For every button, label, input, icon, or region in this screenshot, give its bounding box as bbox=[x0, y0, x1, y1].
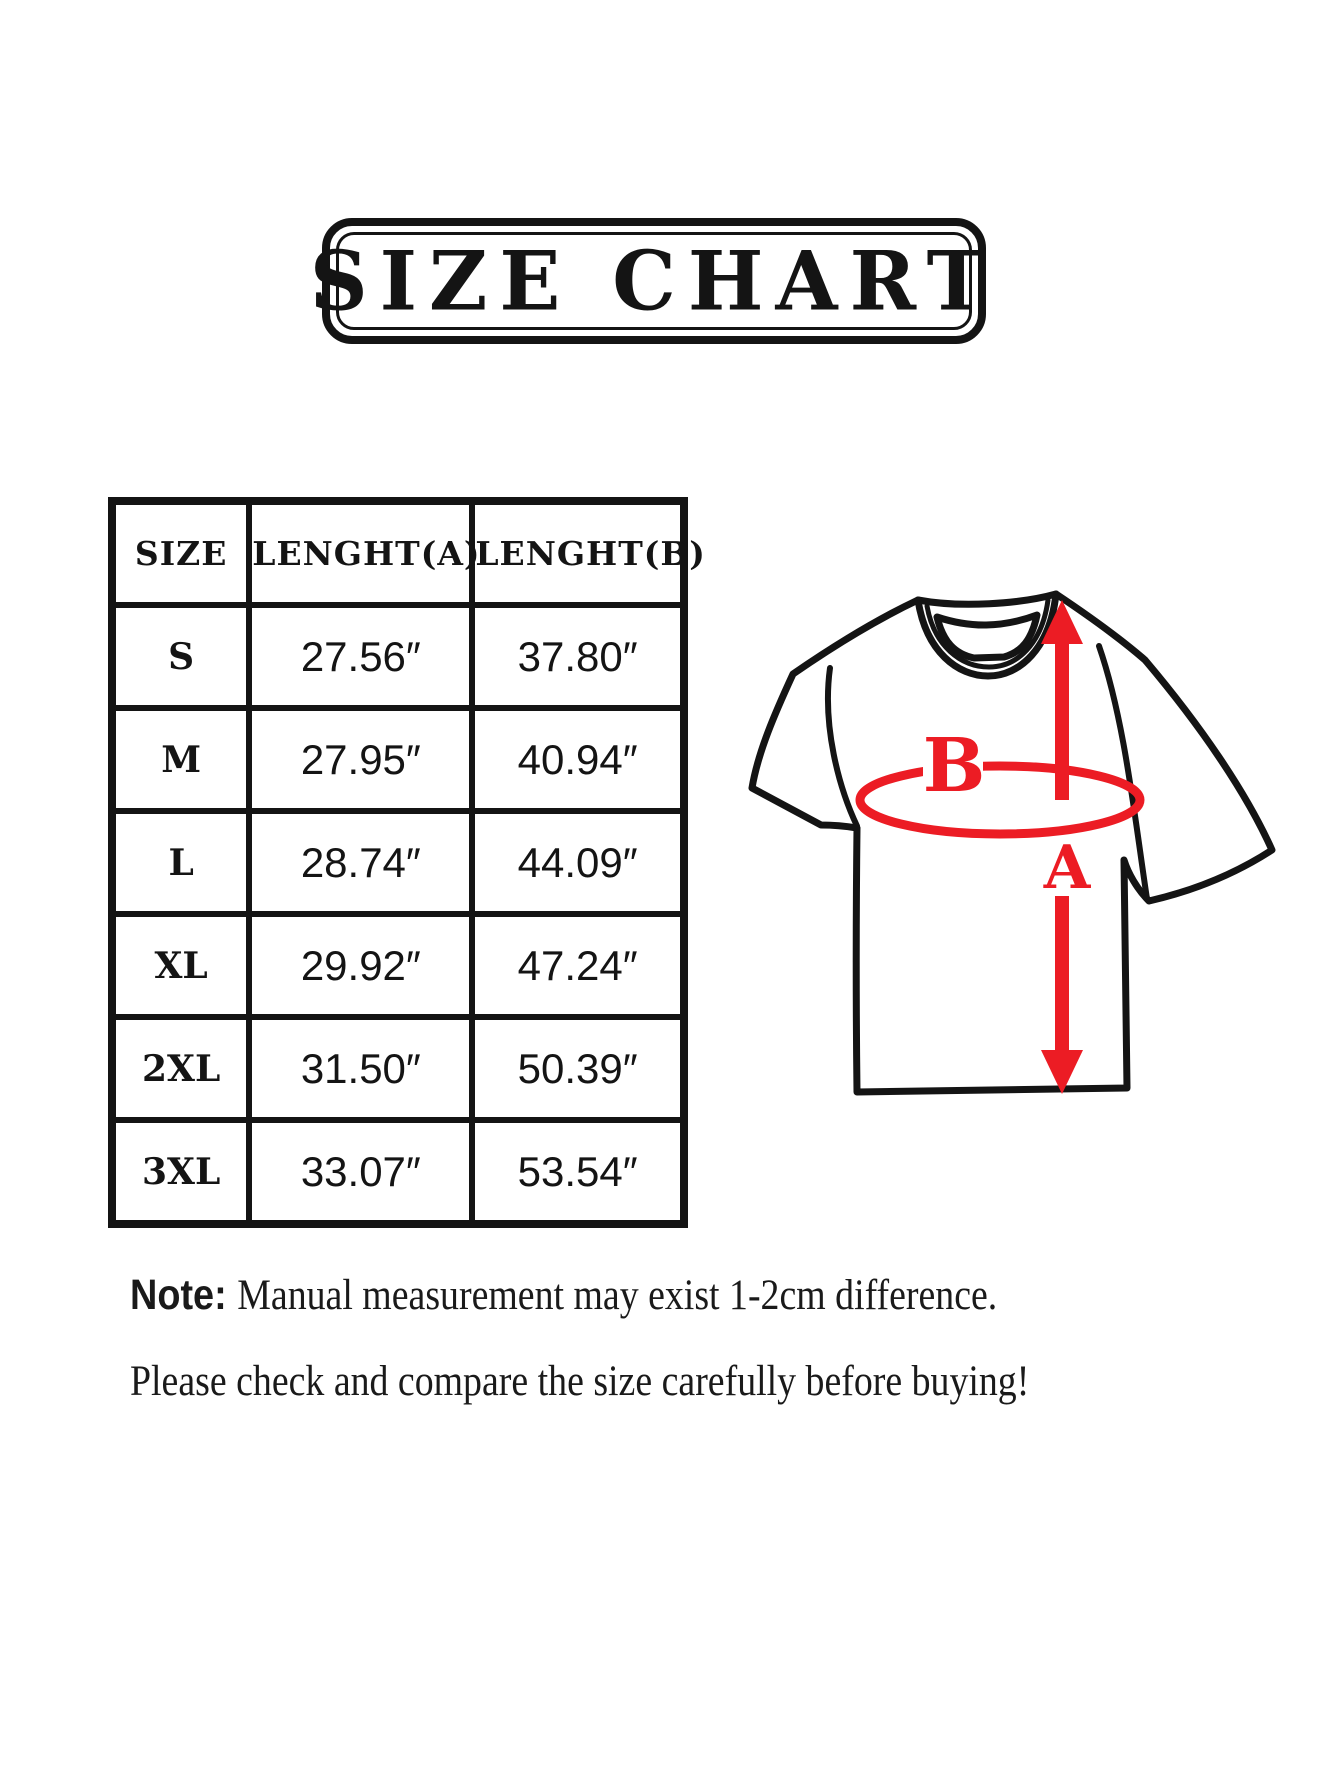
length-b-cell: 37.80″ bbox=[472, 605, 684, 708]
note-prefix: Note: bbox=[130, 1271, 227, 1319]
length-a-cell: 31.50″ bbox=[249, 1017, 472, 1120]
tshirt-measurement-diagram bbox=[640, 520, 1290, 1120]
length-a-cell: 27.56″ bbox=[249, 605, 472, 708]
arrow-upper-shaft bbox=[1055, 642, 1069, 800]
size-cell: S bbox=[112, 605, 249, 708]
header-length-a: LENGHT(A) bbox=[249, 501, 472, 605]
arrow-lower-shaft bbox=[1055, 896, 1069, 1052]
length-b-cell: 40.94″ bbox=[472, 708, 684, 811]
length-a-cell: 33.07″ bbox=[249, 1120, 472, 1224]
length-b-cell: 50.39″ bbox=[472, 1017, 684, 1120]
label-a: A bbox=[1043, 833, 1091, 903]
size-cell: 2XL bbox=[112, 1017, 249, 1120]
header-length-b: LENGHT(B) bbox=[472, 501, 684, 605]
length-b-cell: 53.54″ bbox=[472, 1120, 684, 1224]
length-a-cell: 27.95″ bbox=[249, 708, 472, 811]
label-b: B bbox=[922, 723, 986, 809]
title-box bbox=[309, 218, 999, 344]
table-row bbox=[112, 1017, 684, 1120]
size-cell: 3XL bbox=[112, 1120, 249, 1224]
length-a-cell: 29.92″ bbox=[249, 914, 472, 1017]
length-a-cell: 28.74″ bbox=[249, 811, 472, 914]
title-box-inner-border bbox=[309, 232, 999, 330]
note-line-1 bbox=[130, 1252, 1098, 1339]
table-row bbox=[112, 708, 684, 811]
table-row bbox=[112, 1120, 684, 1224]
table-row bbox=[112, 811, 684, 914]
size-cell: XL bbox=[112, 914, 249, 1017]
page-title: SIZE CHART bbox=[309, 233, 999, 329]
table-row bbox=[112, 605, 684, 708]
length-b-cell: 44.09″ bbox=[472, 811, 684, 914]
note-line-1-text: Manual measurement may exist 1-2cm difference. bbox=[237, 1272, 998, 1319]
size-cell: M bbox=[112, 708, 249, 811]
size-cell: L bbox=[112, 811, 249, 914]
note-line-2: Please check and compare the size carefully before buying! bbox=[130, 1358, 1030, 1405]
size-table bbox=[108, 497, 706, 1228]
header-size: SIZE bbox=[112, 501, 249, 605]
length-b-cell: 47.24″ bbox=[472, 914, 684, 1017]
table-header-row bbox=[112, 501, 684, 605]
note bbox=[130, 1252, 1230, 1425]
table-row bbox=[112, 914, 684, 1017]
